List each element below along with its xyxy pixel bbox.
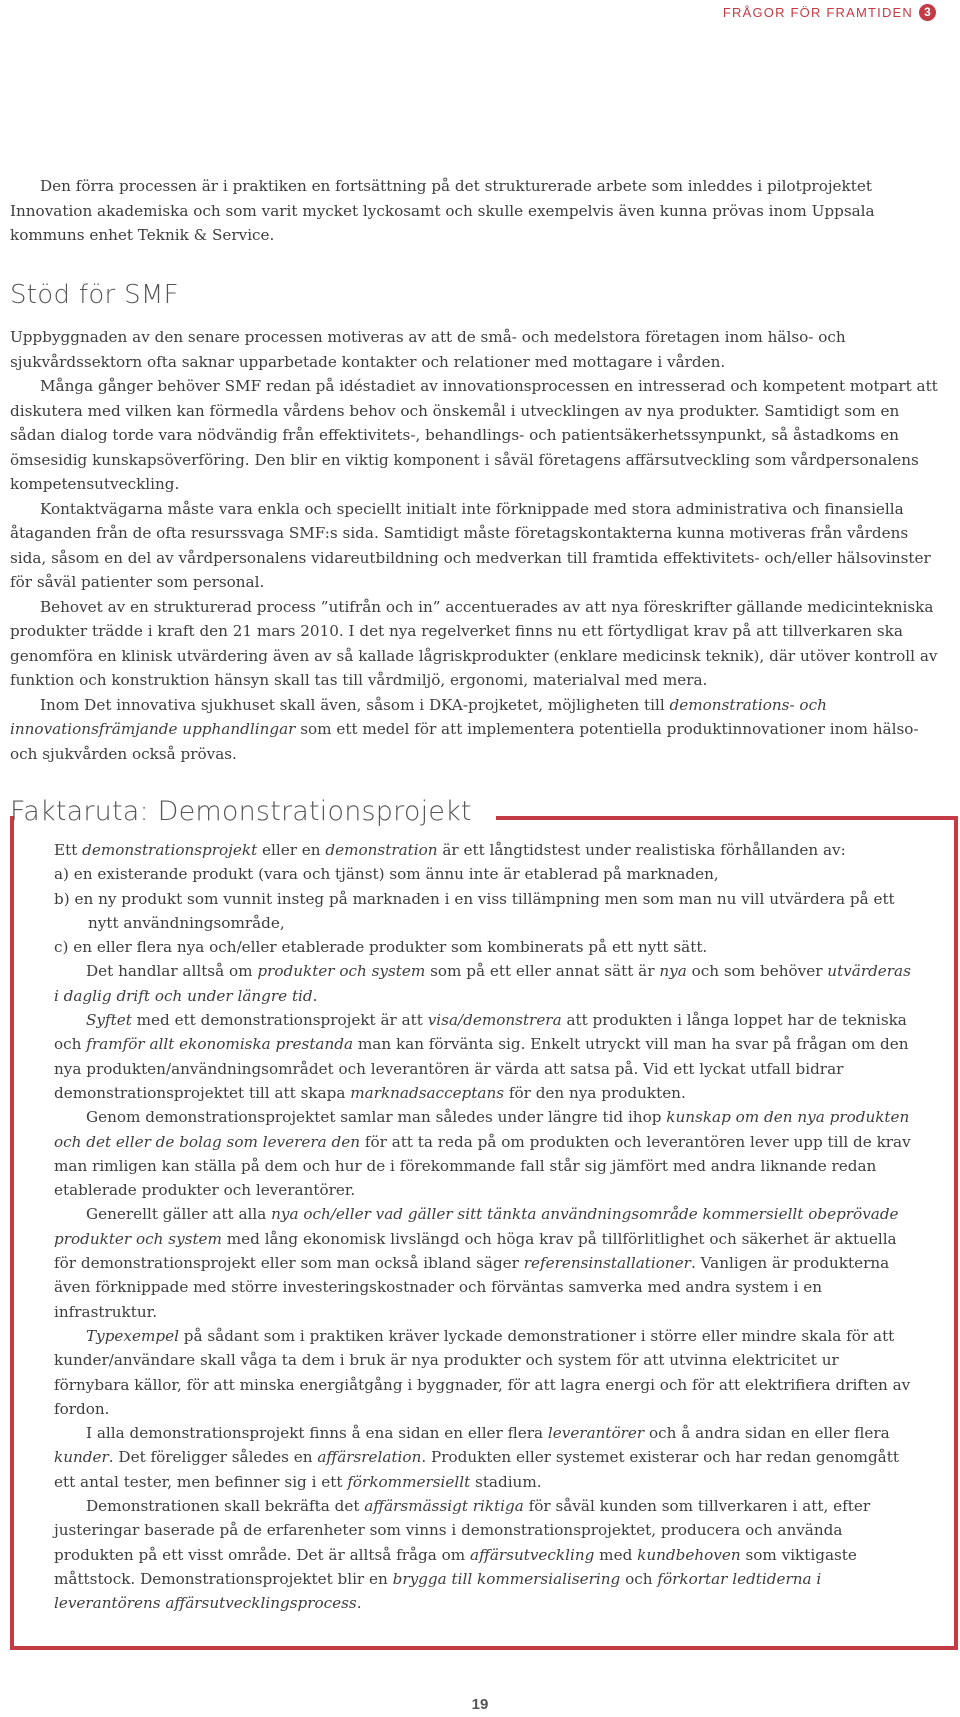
- text-run: med: [594, 1545, 638, 1564]
- text-run: och å andra sidan en eller flera: [644, 1424, 890, 1443]
- text-run: och: [620, 1569, 658, 1588]
- text-run: att produkten i långa loppet har de tekniska och: [54, 1011, 907, 1054]
- text-run: Demonstrationen skall bekräfta det: [86, 1497, 365, 1516]
- emphasis: framför allt ekonomiska prestanda: [86, 1035, 354, 1054]
- smf-paragraph-1: Uppbyggnaden av den senare processen motiveras av att de små- och medelstora företagen inom hälso- och sjukvårdssektorn ofta saknar upparbetade kontakter och relationer med mottagare i vården.: [10, 328, 846, 371]
- emphasis: kundbehoven: [637, 1545, 741, 1564]
- emphasis: nya: [659, 962, 687, 981]
- emphasis: affärsrelation: [317, 1448, 422, 1467]
- text-run: Det handlar alltså om: [86, 962, 258, 981]
- text-run: .: [312, 986, 318, 1005]
- emphasis: Typexempel: [86, 1326, 179, 1345]
- emphasis: förkommersiellt: [347, 1472, 471, 1491]
- emphasis: affärsutveckling: [470, 1545, 595, 1564]
- text-run: som ett medel för att implementera potentiella produktinnovationer inom hälso- och sjukvården också prövas.: [10, 720, 919, 763]
- factbox-content: [54, 838, 914, 1616]
- running-head: [723, 4, 936, 21]
- emphasis: affärsmässigt riktiga: [364, 1497, 524, 1516]
- text-run: Genom demonstrationsprojektet samlar man således under längre tid ihop: [86, 1108, 667, 1127]
- text-run: och som behöver: [686, 962, 828, 981]
- emphasis: referensinstallationer: [523, 1254, 691, 1273]
- emphasis: brygga till kommersialisering: [392, 1569, 621, 1588]
- factbox-paragraph-1: [54, 959, 914, 1008]
- smf-paragraph-4: Behovet av en strukturerad process ”utifrån och in” accentuerades av att nya föreskrifter gällande medicintekniska produkter trädde i kraft den 21 mars 2010. I det nya regelverket finns nu ett förtydligat krav på att tillverkaren ska genomföra en klinisk utvärdering även av så kallade lågriskprodukter (enklare medicinsk teknik), där utöver kontroll av funktion och konstruktion hänsyn skall tas till vårdmiljö, ergonomi, materialval med mera.: [10, 597, 938, 689]
- text-run: som viktigaste måttstock. Demonstrationsprojektet blir en: [54, 1545, 857, 1588]
- factbox-paragraph-5: [54, 1324, 914, 1421]
- chapter-badge: 3: [919, 4, 936, 21]
- text-run: med ett demonstrationsprojekt är att: [131, 1011, 428, 1030]
- text-run: man kan förvänta sig. Enkelt utryckt vill man ha svar på frågan om den nya produkten/användningsområdet och leverantören är värda att satsa på. Vid ett lyckat utfall bidrar demonstrationsprojektet till att skapa: [54, 1035, 909, 1102]
- text-run: . Produkten eller systemet existerar och har redan genomgått ett antal tester, men befinner sig i ett: [54, 1448, 899, 1491]
- emphasis: Syftet: [86, 1011, 132, 1030]
- factbox-top-rule: [496, 816, 954, 820]
- page-number: 19: [471, 1696, 489, 1713]
- factbox-paragraph-4: [54, 1202, 914, 1323]
- text-run: för såväl kunden som tillverkaren i att, efter justeringar baserade på de erfarenheter som vinns i demonstrationsprojektet, producera och använda produkten på ett visst område. Det är alltså fråga om: [54, 1497, 871, 1564]
- text-run: med lång ekonomisk livslängd och höga krav på tillförlitlighet och säkerhet är aktuella för demonstrationsprojekt eller som man också ibland säger: [54, 1229, 897, 1273]
- factbox-paragraph-3: [54, 1105, 914, 1202]
- text-run: .: [356, 1594, 362, 1613]
- factbox-lead: [54, 838, 914, 862]
- smf-paragraph-5: [10, 693, 940, 767]
- emphasis: marknadsacceptans: [350, 1083, 505, 1102]
- text-run: stadium.: [470, 1472, 542, 1491]
- emphasis: leverantörer: [547, 1424, 645, 1443]
- emphasis: förkortar ledtiderna i leverantörens affärsutvecklingsprocess: [54, 1569, 822, 1613]
- factbox-list-item: b) en ny produkt som vunnit insteg på marknaden i en viss tillämpning men som man nu vill utvärdera på ett nytt användningsområde,: [54, 889, 895, 932]
- emphasis: produkter och system: [257, 962, 426, 981]
- text-run: för att ta reda på om produkten och leverantören lever upp till de krav man rimligen kan ställa på dem och hur de i förekommande fall står sig jämfört med andra liknande redan etablerade produkter och leverantörer.: [54, 1132, 911, 1200]
- factbox-paragraph-6: [54, 1421, 914, 1494]
- emphasis: kunder: [54, 1448, 109, 1467]
- factbox-heading: Faktaruta: Demonstrationsprojekt: [10, 796, 472, 827]
- intro-paragraph: Den förra processen är i praktiken en fortsättning på det strukturerade arbete som inleddes i pilotprojektet Innovation akademiska och som varit mycket lyckosamt och skulle exempelvis även kunna prövas inom Uppsala kommuns enhet Teknik & Service.: [10, 177, 875, 244]
- factbox-paragraph-7: [54, 1494, 914, 1615]
- text-run: . Det föreligger således en: [108, 1448, 318, 1467]
- text-run: Inom Det innovativa sjukhuset skall även, såsom i DKA-projketet, möjligheten till: [40, 695, 670, 714]
- smf-paragraph-3: Kontaktvägarna måste vara enkla och speciellt initialt inte förknippade med stora administrativa och finansiella åtaganden från de ofta resurssvaga SMF:s sida. Samtidigt måste företagskontakterna kunna motiveras från vårdens sida, såsom en del av vårdpersonalens vidareutbildning och medverkan till framtida effektivitets- och/eller hälsovinster för såväl patienter som personal.: [10, 499, 931, 591]
- factbox-list-item: c) en eller flera nya och/eller etablerade produkter som kombinerats på ett nytt sätt.: [54, 938, 708, 957]
- emphasis: demonstration: [325, 841, 438, 859]
- smf-paragraph-2: Många gånger behöver SMF redan på idéstadiet av innovationsprocessen en intresserad och kompetent motpart att diskutera med vilken kan förmedla vårdens behov och önskemål i utvecklingen av nya produkter. Samtidigt som en sådan dialog torde vara nödvändig från effektivitets-, behandlings- och patientsäkerhetssynpunkt, så åstadkoms en ömsesidig kunskapsöverföring. Den blir en viktig komponent i såväl företagens affärsutveckling som vårdpersonalens kompetensutveckling.: [10, 377, 938, 493]
- text-run: för den nya produkten.: [504, 1083, 686, 1102]
- text-run: I alla demonstrationsprojekt finns å ena sidan en eller flera: [86, 1424, 548, 1443]
- smf-section: [10, 325, 940, 766]
- factbox-list-item: a) en existerande produkt (vara och tjänst) som ännu inte är etablerad på marknaden,: [54, 865, 719, 884]
- text-run: Ett: [54, 841, 83, 859]
- section-heading-smf: Stöd för SMF: [10, 280, 179, 310]
- text-run: . Vanligen är produkterna även förknippade med större investeringskostnader och förväntas samverka med andra system i en infrastruktur.: [54, 1254, 890, 1321]
- running-head-title: FRÅGOR FÖR FRAMTIDEN: [722, 5, 913, 20]
- emphasis: demonstrations- och innovationsfrämjande upphandlingar: [10, 695, 827, 738]
- text-run: på sådant som i praktiken kräver lyckade demonstrationer i större eller mindre skala för att kunder/användare skall våga ta dem i bruk är nya produkter och system för att utvinna elektricitet ur förnybara källor, för att minska energiåtgång i byggnader, för att lagra energi och för att elektrifiera driften av fordon.: [54, 1326, 911, 1418]
- factbox-paragraph-2: [54, 1008, 914, 1105]
- emphasis: visa/demonstrera: [427, 1011, 562, 1030]
- emphasis: kunskap om den nya produkten och det eller de bolag som leverera den: [54, 1108, 910, 1151]
- emphasis: demonstrationsprojekt: [82, 841, 258, 859]
- emphasis: utvärderas i daglig drift och under längre tid: [54, 962, 911, 1005]
- text-run: som på ett eller annat sätt är: [425, 962, 660, 981]
- emphasis: nya och/eller vad gäller sitt tänkta användningsområde kommersiellt obeprövade produkter och system: [54, 1205, 899, 1248]
- text-run: är ett långtidstest under realistiska förhållanden av:: [437, 841, 846, 859]
- intro-section: [10, 174, 940, 248]
- text-run: Generellt gäller att alla: [86, 1205, 272, 1224]
- text-run: eller en: [257, 841, 326, 859]
